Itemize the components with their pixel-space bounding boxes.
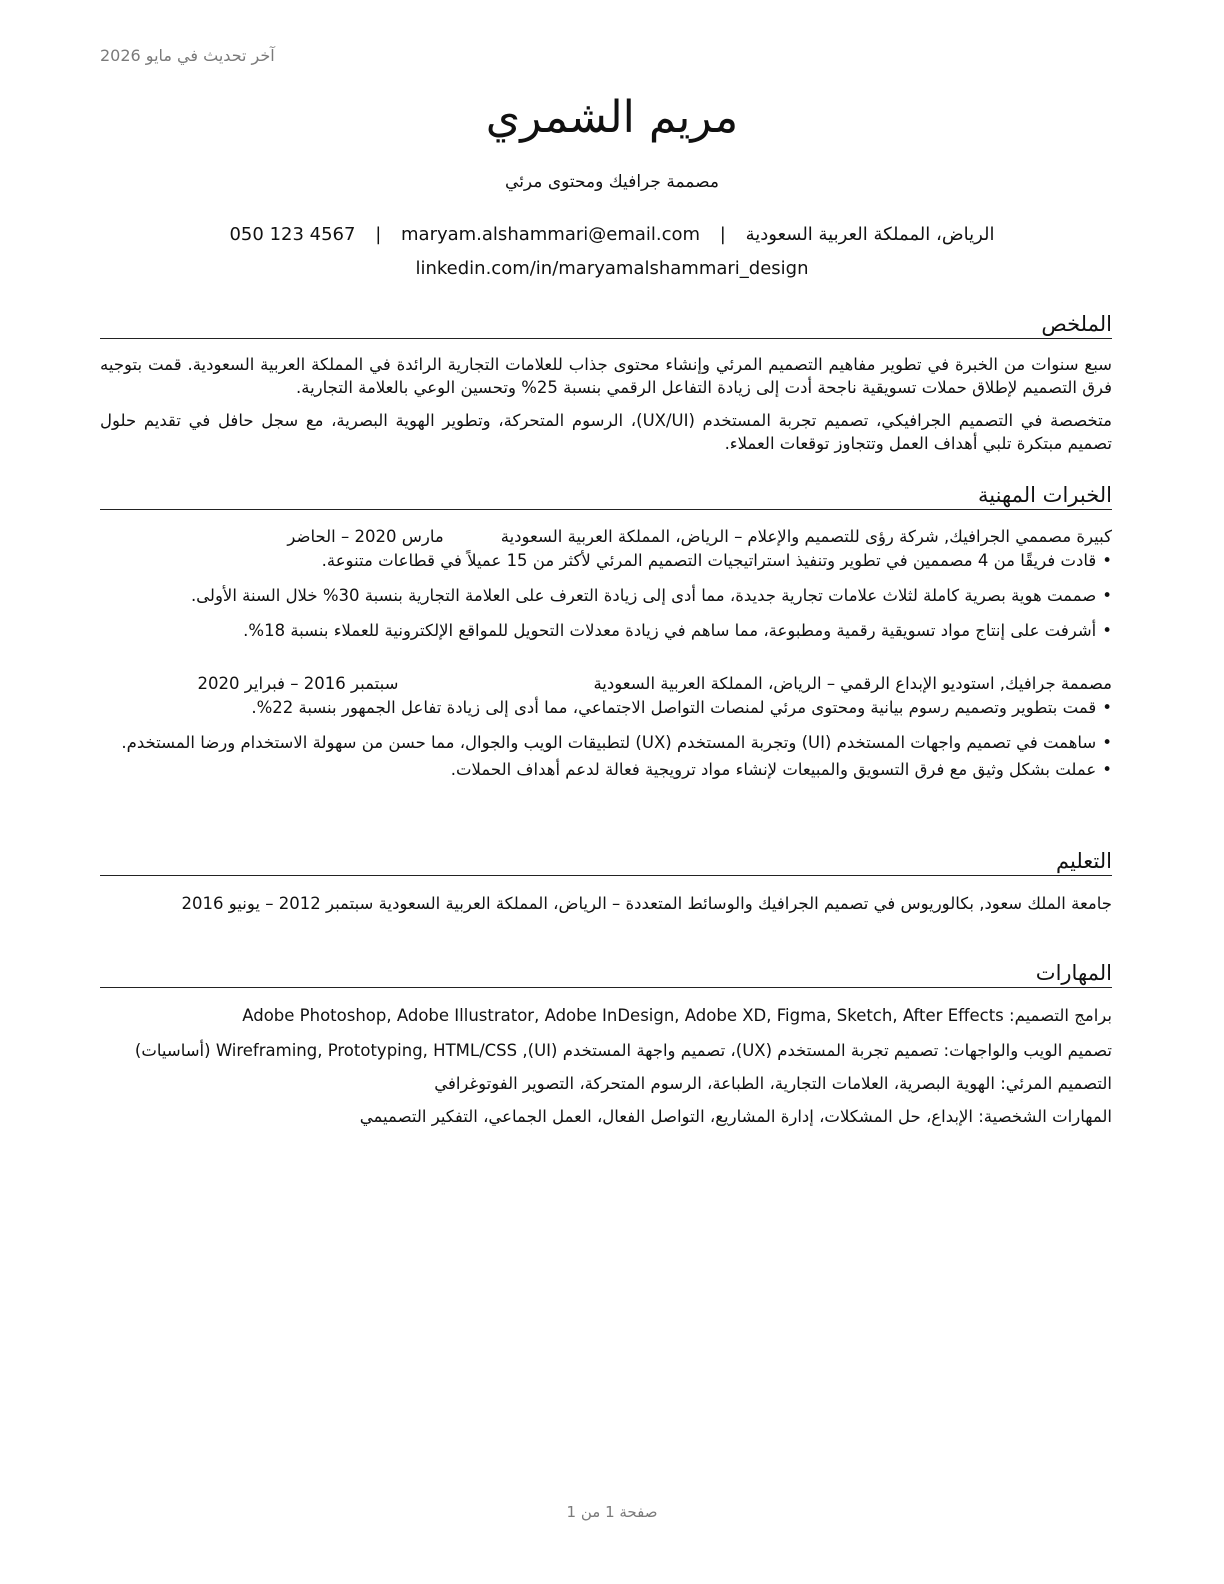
summary-paragraph: متخصصة في التصميم الجرافيكي، تصميم تجربة المستخدم (UX/UI)، الرسوم المتحركة، وتطوير الهوية البصرية، مع سجل حافل في تقديم حلول تصميم مبتكرة تلبي أهداف العمل وتتجاوز توقعات العملاء.	[100, 411, 1112, 453]
job-role-company: كبيرة مصممي الجرافيك, شركة رؤى للتصميم والإعلام	[747, 527, 1112, 546]
skills-section	[100, 961, 1112, 1128]
page-number: صفحة 1 من 1	[566, 1503, 658, 1521]
summary-section	[100, 312, 1112, 455]
summary-paragraph: سبع سنوات من الخبرة في تطوير مفاهيم التصميم المرئي وإنشاء محتوى جذاب للعلامات التجارية الرائدة في المملكة العربية السعودية. قمت بتوجيه فرق التصميم لإطلاق حملات تسويقية ناجحة أدت إلى زيادة التفاعل الرقمي بنسبة 25% وتحسين الوعي بالعلامة التجارية.	[100, 355, 1112, 397]
job-bullets	[100, 549, 1112, 642]
job-dates: مارس 2020 – الحاضر	[287, 527, 444, 546]
list-item: •قادت فريقًا من 4 مصممين في تطوير وتنفيذ استراتيجيات التصميم المرئي لأكثر من 15 عميلاً في قطاعات متنوعة.	[321, 551, 1112, 570]
job-entry	[100, 525, 1112, 642]
skills-title: المهارات	[100, 961, 1112, 988]
contact-location: الرياض، المملكة العربية السعودية	[745, 224, 995, 245]
job-role-company: مصممة جرافيك, استوديو الإبداع الرقمي	[840, 674, 1112, 693]
list-item: •عملت بشكل وثيق مع فرق التسويق والمبيعات لإنشاء مواد ترويجية فعالة لدعم أهداف الحملات.	[450, 760, 1112, 779]
skill-line: تصميم الويب والواجهات: تصميم تجربة المستخدم (UX)، تصميم واجهة المستخدم (UI), Wireframing, Prototyping, HTML/CSS (أساسيات)	[134, 1041, 1112, 1060]
contact-separator: |	[719, 224, 726, 245]
candidate-title: مصممة جرافيك ومحتوى مرئي	[505, 172, 719, 192]
contact-email[interactable]: maryam.alshammari@email.com	[401, 224, 701, 245]
skill-line: التصميم المرئي: الهوية البصرية، العلامات التجارية، الطباعة، الرسوم المتحركة، التصوير الفوتوغرافي	[434, 1074, 1112, 1093]
job-location: – الرياض، المملكة العربية السعودية	[593, 674, 836, 693]
job-location: – الرياض، المملكة العربية السعودية	[500, 527, 743, 546]
job-dates: سبتمبر 2016 – فبراير 2020	[197, 674, 399, 693]
job-header	[100, 525, 1112, 549]
list-item: •أشرفت على إنتاج مواد تسويقية رقمية ومطبوعة، مما ساهم في زيادة معدلات التحويل للمواقع الإلكترونية للعملاء بنسبة 18%.	[243, 621, 1112, 640]
last-updated: آخر تحديث في مايو 2026	[100, 46, 275, 65]
contact-separator: |	[375, 224, 382, 245]
list-item: •ساهمت في تصميم واجهات المستخدم (UI) وتجربة المستخدم (UX) لتطبيقات الويب والجوال، مما حسن من سهولة الاستخدام ورضا المستخدم.	[121, 733, 1112, 752]
job-bullets	[100, 696, 1112, 781]
contact-linkedin[interactable]: linkedin.com/in/maryamalshammari_design	[415, 258, 809, 279]
experience-title: الخبرات المهنية	[100, 483, 1112, 510]
contact-line	[0, 224, 1224, 245]
skill-line: المهارات الشخصية: الإبداع، حل المشكلات، إدارة المشاريع، التواصل الفعال، العمل الجماعي، التفكير التصميمي	[359, 1107, 1112, 1126]
contact-phone: 050 123 4567	[229, 224, 356, 245]
candidate-name: مريم الشمري	[485, 92, 739, 143]
education-title: التعليم	[100, 849, 1112, 876]
job-header	[100, 672, 1112, 696]
education-entry: جامعة الملك سعود, بكالوريوس في تصميم الجرافيك والوسائط المتعددة – الرياض، المملكة العربية السعودية سبتمبر 2012 – يونيو 2016	[181, 894, 1112, 913]
summary-title: الملخص	[100, 312, 1112, 339]
skill-line: برامج التصميم: Adobe Photoshop, Adobe Illustrator, Adobe InDesign, Adobe XD, Figma, Sketch, After Effects	[242, 1006, 1112, 1025]
list-item: •قمت بتطوير وتصميم رسوم بيانية ومحتوى مرئي لمنصات التواصل الاجتماعي، مما أدى إلى زيادة تفاعل الجمهور بنسبة 22%.	[251, 698, 1112, 717]
experience-section	[100, 483, 1112, 781]
job-entry	[100, 672, 1112, 781]
education-section	[100, 849, 1112, 915]
list-item: •صممت هوية بصرية كاملة لثلاث علامات تجارية جديدة، مما أدى إلى زيادة التعرف على العلامة التجارية بنسبة 30% خلال السنة الأولى.	[190, 586, 1112, 605]
